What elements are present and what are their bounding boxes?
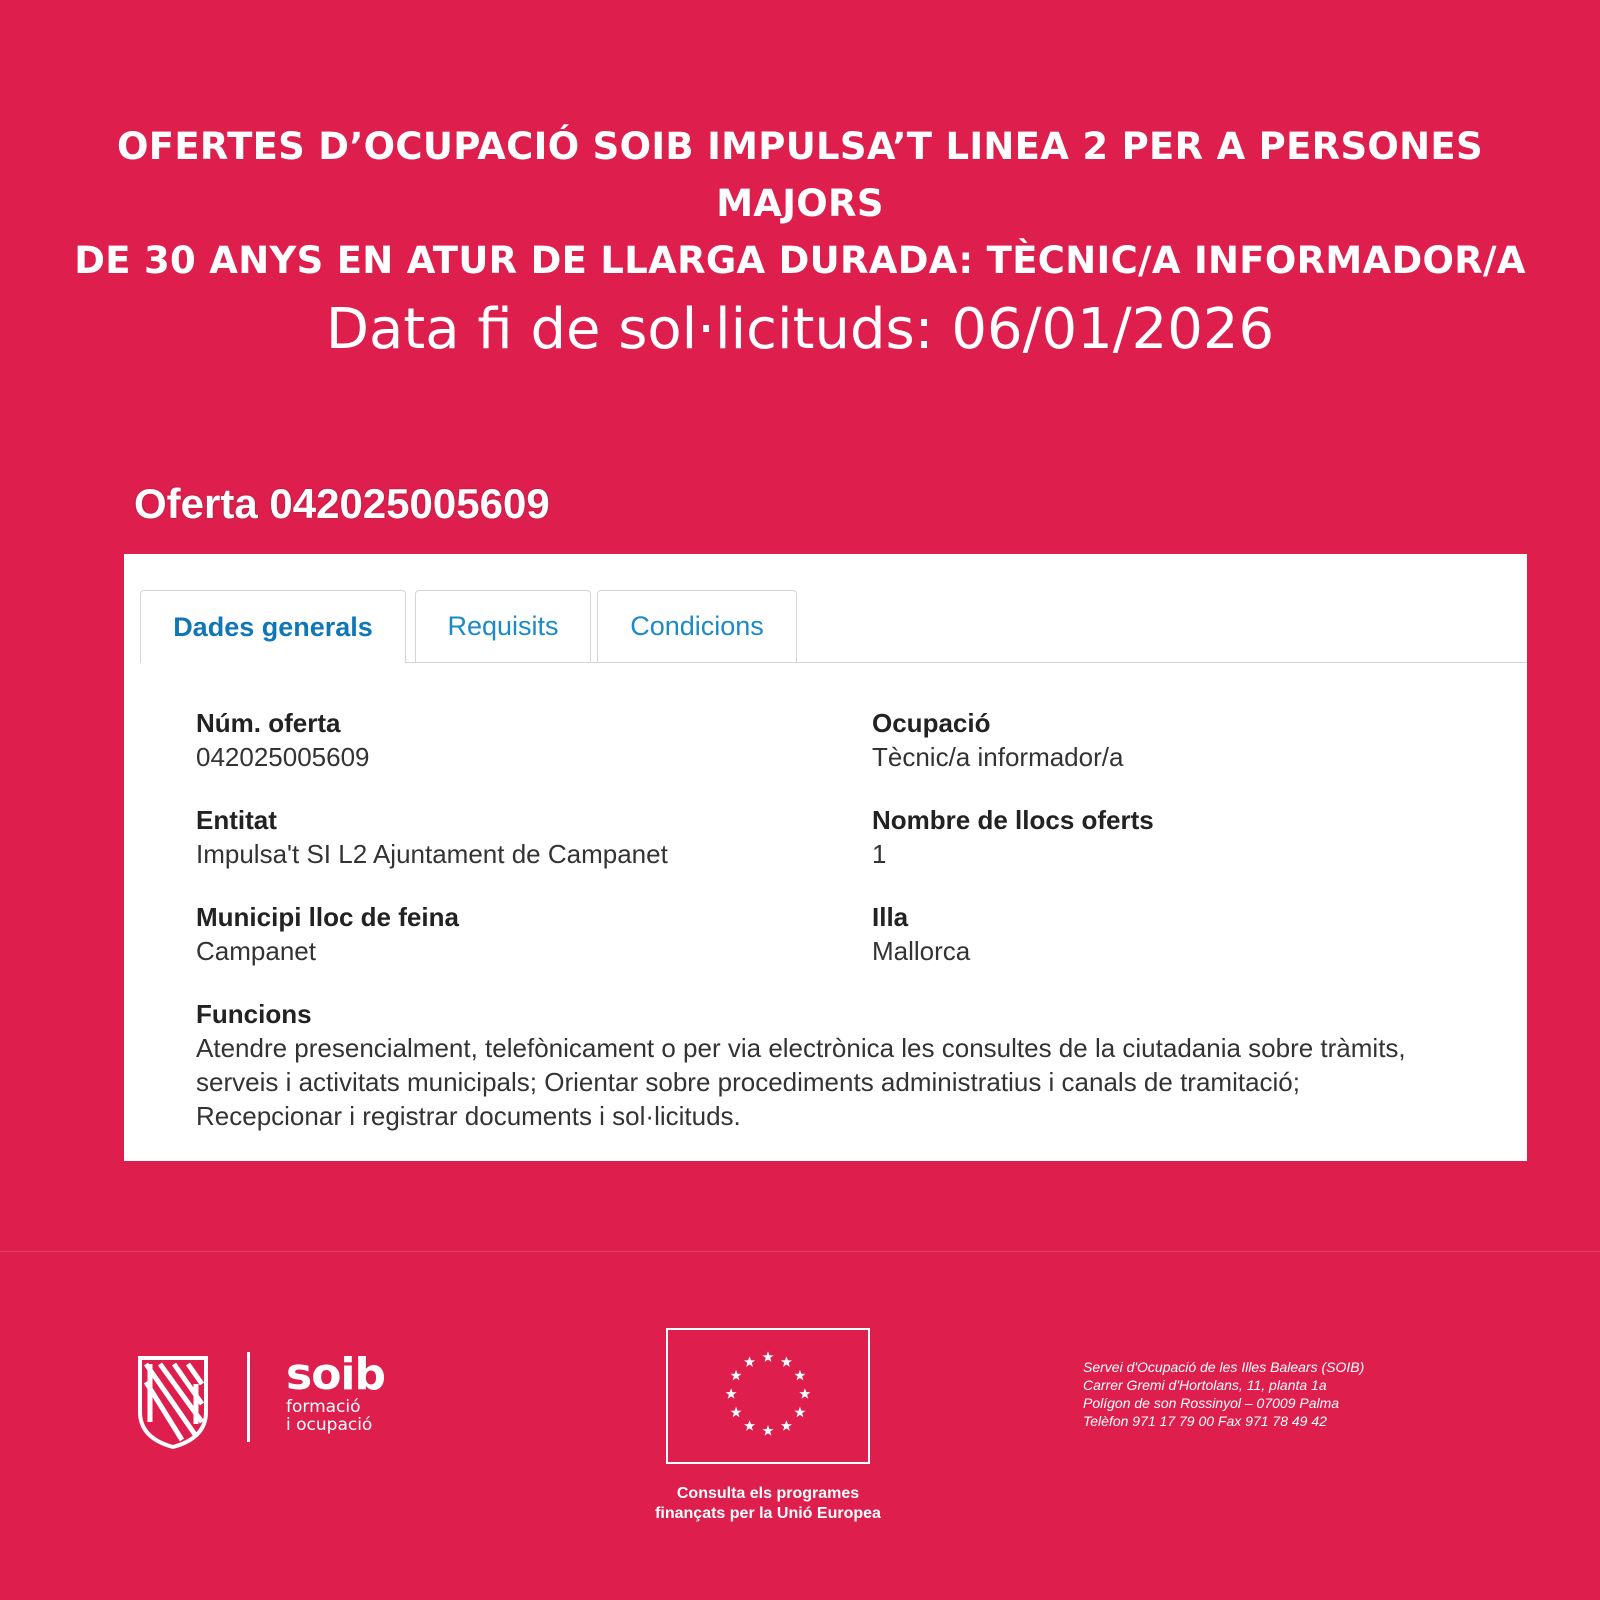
eu-star-icon	[794, 1407, 805, 1418]
address-line-3: Polígon de son Rossinyol – 07009 Palma	[1083, 1395, 1340, 1411]
headline	[40, 118, 1560, 289]
eu-star-icon	[762, 1351, 773, 1362]
field-value: Mallorca	[872, 936, 971, 966]
eu-caption	[600, 1484, 936, 1524]
tab-requisits[interactable]: Requisits	[415, 590, 591, 662]
eu-star-icon	[744, 1356, 755, 1367]
eu-flag-icon	[666, 1328, 870, 1464]
footer-divider	[0, 1251, 1600, 1252]
field-label: Entitat	[196, 805, 277, 835]
eu-caption-line-1: Consulta els programes	[676, 1485, 860, 1502]
eu-star-icon	[799, 1388, 810, 1399]
funcions-line-2: serveis i activitats municipals; Orientar sobre procediments administratius i canals de tramitació;	[196, 1067, 1300, 1097]
address-line-4: Telèfon 971 17 79 00 Fax 971 78 49 42	[1083, 1413, 1327, 1429]
field-label: Funcions	[196, 999, 312, 1029]
eu-star-icon	[781, 1420, 792, 1431]
field-num-oferta	[196, 706, 370, 774]
field-label: Illa	[872, 902, 909, 932]
eu-caption-line-2: finançats per la Unió Europea	[655, 1505, 881, 1522]
eu-star-icon	[731, 1407, 742, 1418]
field-value: Campanet	[196, 936, 316, 966]
headline-line-2: DE 30 ANYS EN ATUR DE LLARGA DURADA: TÈCNIC/A INFORMADOR/A	[74, 239, 1526, 282]
field-value: Impulsa't SI L2 Ajuntament de Campanet	[196, 839, 668, 869]
logo-separator	[247, 1352, 250, 1442]
soib-address	[1083, 1358, 1364, 1430]
tab-dades-generals[interactable]: Dades generals	[140, 590, 406, 663]
field-illa	[872, 900, 970, 968]
funcions-line-3: Recepcionar i registrar documents i sol·licituds.	[196, 1101, 741, 1131]
field-nombre-llocs	[872, 803, 1154, 871]
soib-logo-sub-1: formació	[286, 1397, 361, 1417]
offer-panel	[124, 554, 1527, 1161]
soib-logo-name: soib	[286, 1349, 385, 1400]
field-value: 042025005609	[196, 742, 370, 772]
eu-star-icon	[762, 1425, 773, 1436]
eu-star-icon	[781, 1356, 792, 1367]
eu-star-icon	[794, 1370, 805, 1381]
govern-illes-balears-shield-icon	[136, 1354, 210, 1450]
field-value: 1	[872, 839, 887, 869]
headline-line-1: OFERTES D’OCUPACIÓ SOIB IMPULSA’T LINEA 2 PER A PERSONES MAJORS	[117, 125, 1483, 225]
field-label: Núm. oferta	[196, 708, 341, 738]
field-label: Nombre de llocs oferts	[872, 805, 1154, 835]
field-label: Municipi lloc de feina	[196, 902, 459, 932]
eu-star-icon	[726, 1388, 737, 1399]
field-municipi	[196, 900, 459, 968]
address-line-2: Carrer Gremi d'Hortolans, 11, planta 1a	[1083, 1377, 1327, 1393]
field-funcions	[196, 997, 1516, 1133]
eu-star-icon	[731, 1370, 742, 1381]
tab-condicions[interactable]: Condicions	[597, 590, 797, 662]
eu-star-icon	[744, 1420, 755, 1431]
deadline-text: Data fi de sol·licituds: 06/01/2026	[325, 297, 1275, 362]
field-ocupacio	[872, 706, 1123, 774]
funcions-line-1: Atendre presencialment, telefònicament o per via electrònica les consultes de la ciutadania sobre tràmits,	[196, 1033, 1406, 1063]
soib-logo	[286, 1349, 385, 1435]
field-value: Tècnic/a informador/a	[872, 742, 1124, 772]
offer-title: Oferta 042025005609	[134, 480, 550, 527]
soib-logo-sub-2: i ocupació	[286, 1415, 373, 1435]
field-entitat	[196, 803, 668, 871]
address-line-1: Servei d'Ocupació de les Illes Balears (SOIB)	[1083, 1359, 1365, 1375]
field-label: Ocupació	[872, 708, 991, 738]
